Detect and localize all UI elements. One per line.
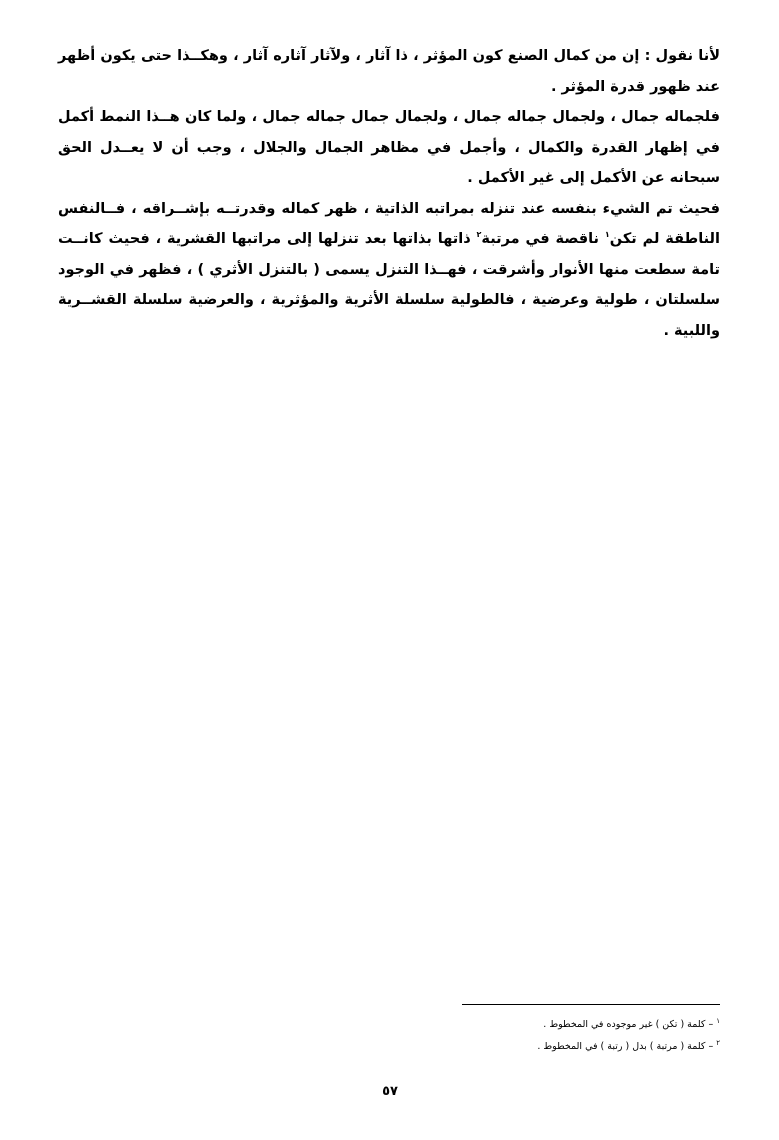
footnote-text: – كلمة ( مرتبة ) بدل ( رتبة ) في المخطوط . xyxy=(537,1041,714,1052)
main-text xyxy=(58,41,720,346)
paragraph-text: ذاتها بذاتها بعد تنزلها إلى مراتبها القشرية ، فحيث كانــت تامة سطعت منها الأنوار وأشرقت ، فهــذا التنزل يسمى ( بالتنزل الأثري ) ، فظهر في الوجود سلسلتان ، طولية وعرضية ، فالطولية سلسلة الأثرية والمؤثرية ، والعرضية سلسلة القشــرية واللبية . xyxy=(58,231,720,339)
paragraph xyxy=(58,41,720,102)
paragraph-text: فلجماله جمال ، ولجمال جماله جمال ، ولجمال جمال جماله جمال ، ولما كان هــذا النمط أكمل في إظهار القدرة والكمال ، وأجمل في مظاهر الجمال والجلال ، وجب أن لا يعــدل الحق سبحانه عن الأكمل إلى غير الأكمل . xyxy=(58,109,720,186)
footnote-marker: ٢ xyxy=(716,1038,720,1047)
paragraph xyxy=(58,194,720,347)
footnote-separator xyxy=(462,1004,720,1005)
paragraph-text: لأنا نقول : إن من كمال الصنع كون المؤثر ، ذا آثار ، ولآثار آثاره آثار ، وهكــذا حتى يكون أظهر عند ظهور قدرة المؤثر . xyxy=(58,48,720,95)
paragraph-text: فحيث تم الشيء بنفسه عند تنزله بمراتبه الذاتية ، ظهر كماله وقدرتــه بإشــراقه ، فــالنفس الناطقة لم تكن xyxy=(58,200,720,247)
footnote-reference[interactable]: ٢ xyxy=(476,230,482,240)
page-number: ٥٧ xyxy=(382,1084,398,1099)
footnote-item xyxy=(462,1036,720,1058)
paragraph xyxy=(58,102,720,194)
footnote-text: – كلمة ( تكن ) غير موجوده في المخطوط . xyxy=(543,1019,714,1030)
footnote-marker: ١ xyxy=(716,1016,720,1025)
footnotes xyxy=(462,1014,720,1058)
footnote-item xyxy=(462,1014,720,1036)
paragraph-text: ناقصة في مرتبة xyxy=(481,231,605,247)
footnote-reference[interactable]: ١ xyxy=(604,230,610,240)
